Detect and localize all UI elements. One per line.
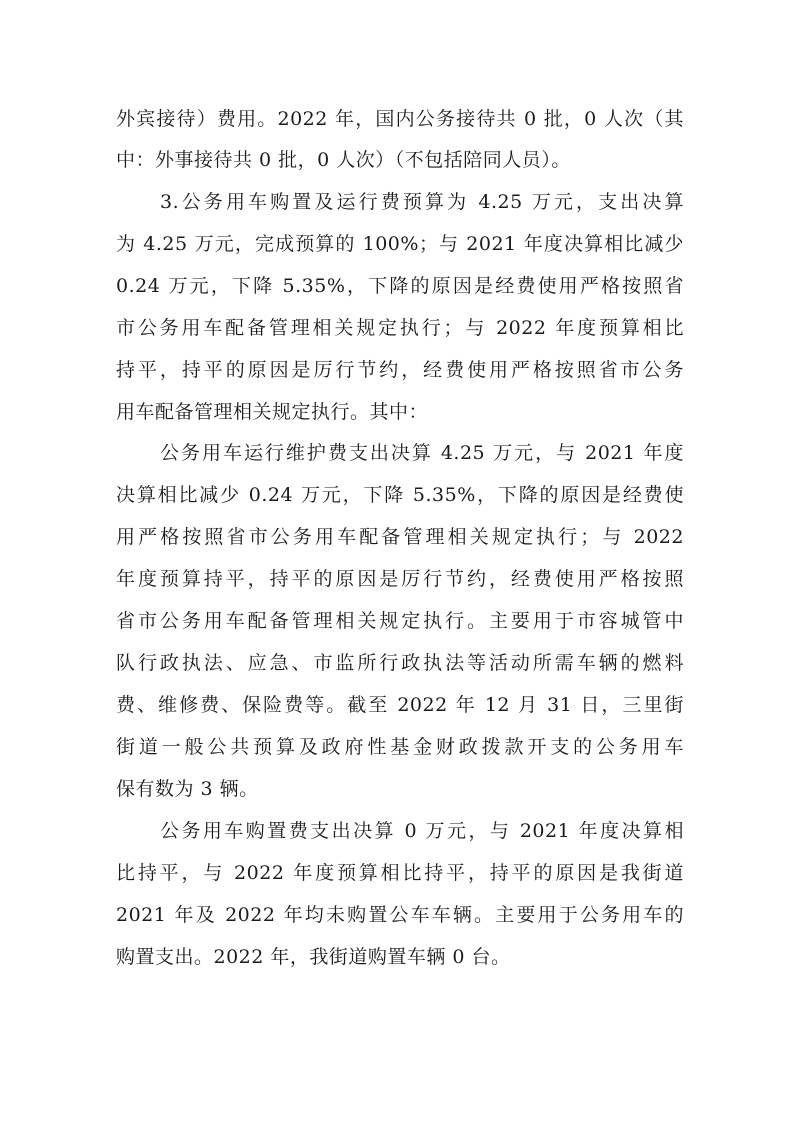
text-line: 省市公务用车配备管理相关规定执行。主要用于市容城管中 <box>116 610 684 632</box>
text-line: 中：外事接待共 0 批，0 人次）（不包括陪同人员）。 <box>116 149 571 171</box>
paragraph-start-line: 公务用车运行维护费支出决算 4.25 万元，与 2021 年度 <box>160 442 684 464</box>
text-line: 比持平，与 2022 年度预算相比持平，持平的原因是我街道 <box>116 862 684 884</box>
text-line: 市公务用车配备管理相关规定执行；与 2022 年度预算相比 <box>116 317 684 339</box>
text-line: 持平，持平的原因是厉行节约，经费使用严格按照省市公务 <box>116 359 684 381</box>
text-line: 用车配备管理相关规定执行。其中： <box>116 401 429 423</box>
text-line: 队行政执法、应急、市监所行政执法等活动所需车辆的燃料 <box>116 652 684 674</box>
text-line: 决算相比减少 0.24 万元，下降 5.35%，下降的原因是经费使 <box>116 484 684 506</box>
text-line: 外宾接待）费用。2022 年，国内公务接待共 0 批，0 人次（其 <box>116 108 684 130</box>
text-line: 费、维修费、保险费等。截至 2022 年 12 月 31 日，三里街 <box>116 694 684 716</box>
paragraph-start-line: 公务用车购置费支出决算 0 万元，与 2021 年度决算相 <box>160 820 684 842</box>
text-line: 为 4.25 万元，完成预算的 100%；与 2021 年度决算相比减少 <box>116 233 684 255</box>
text-line: 0.24 万元，下降 5.35%，下降的原因是经费使用严格按照省 <box>116 275 684 297</box>
text-line: 街道一般公共预算及政府性基金财政拨款开支的公务用车 <box>116 736 684 758</box>
text-line: 购置支出。2022 年，我街道购置车辆 0 台。 <box>116 946 511 968</box>
text-line: 2021 年及 2022 年均未购置公车车辆。主要用于公务用车的 <box>116 904 684 926</box>
text-line: 年度预算持平，持平的原因是厉行节约，经费使用严格按照 <box>116 568 684 590</box>
text-line: 用严格按照省市公务用车配备管理相关规定执行；与 2022 <box>116 526 684 548</box>
paragraph-start-line: 3.公务用车购置及运行费预算为 4.25 万元，支出决算 <box>160 191 684 213</box>
text-line: 保有数为 3 辆。 <box>116 778 259 800</box>
